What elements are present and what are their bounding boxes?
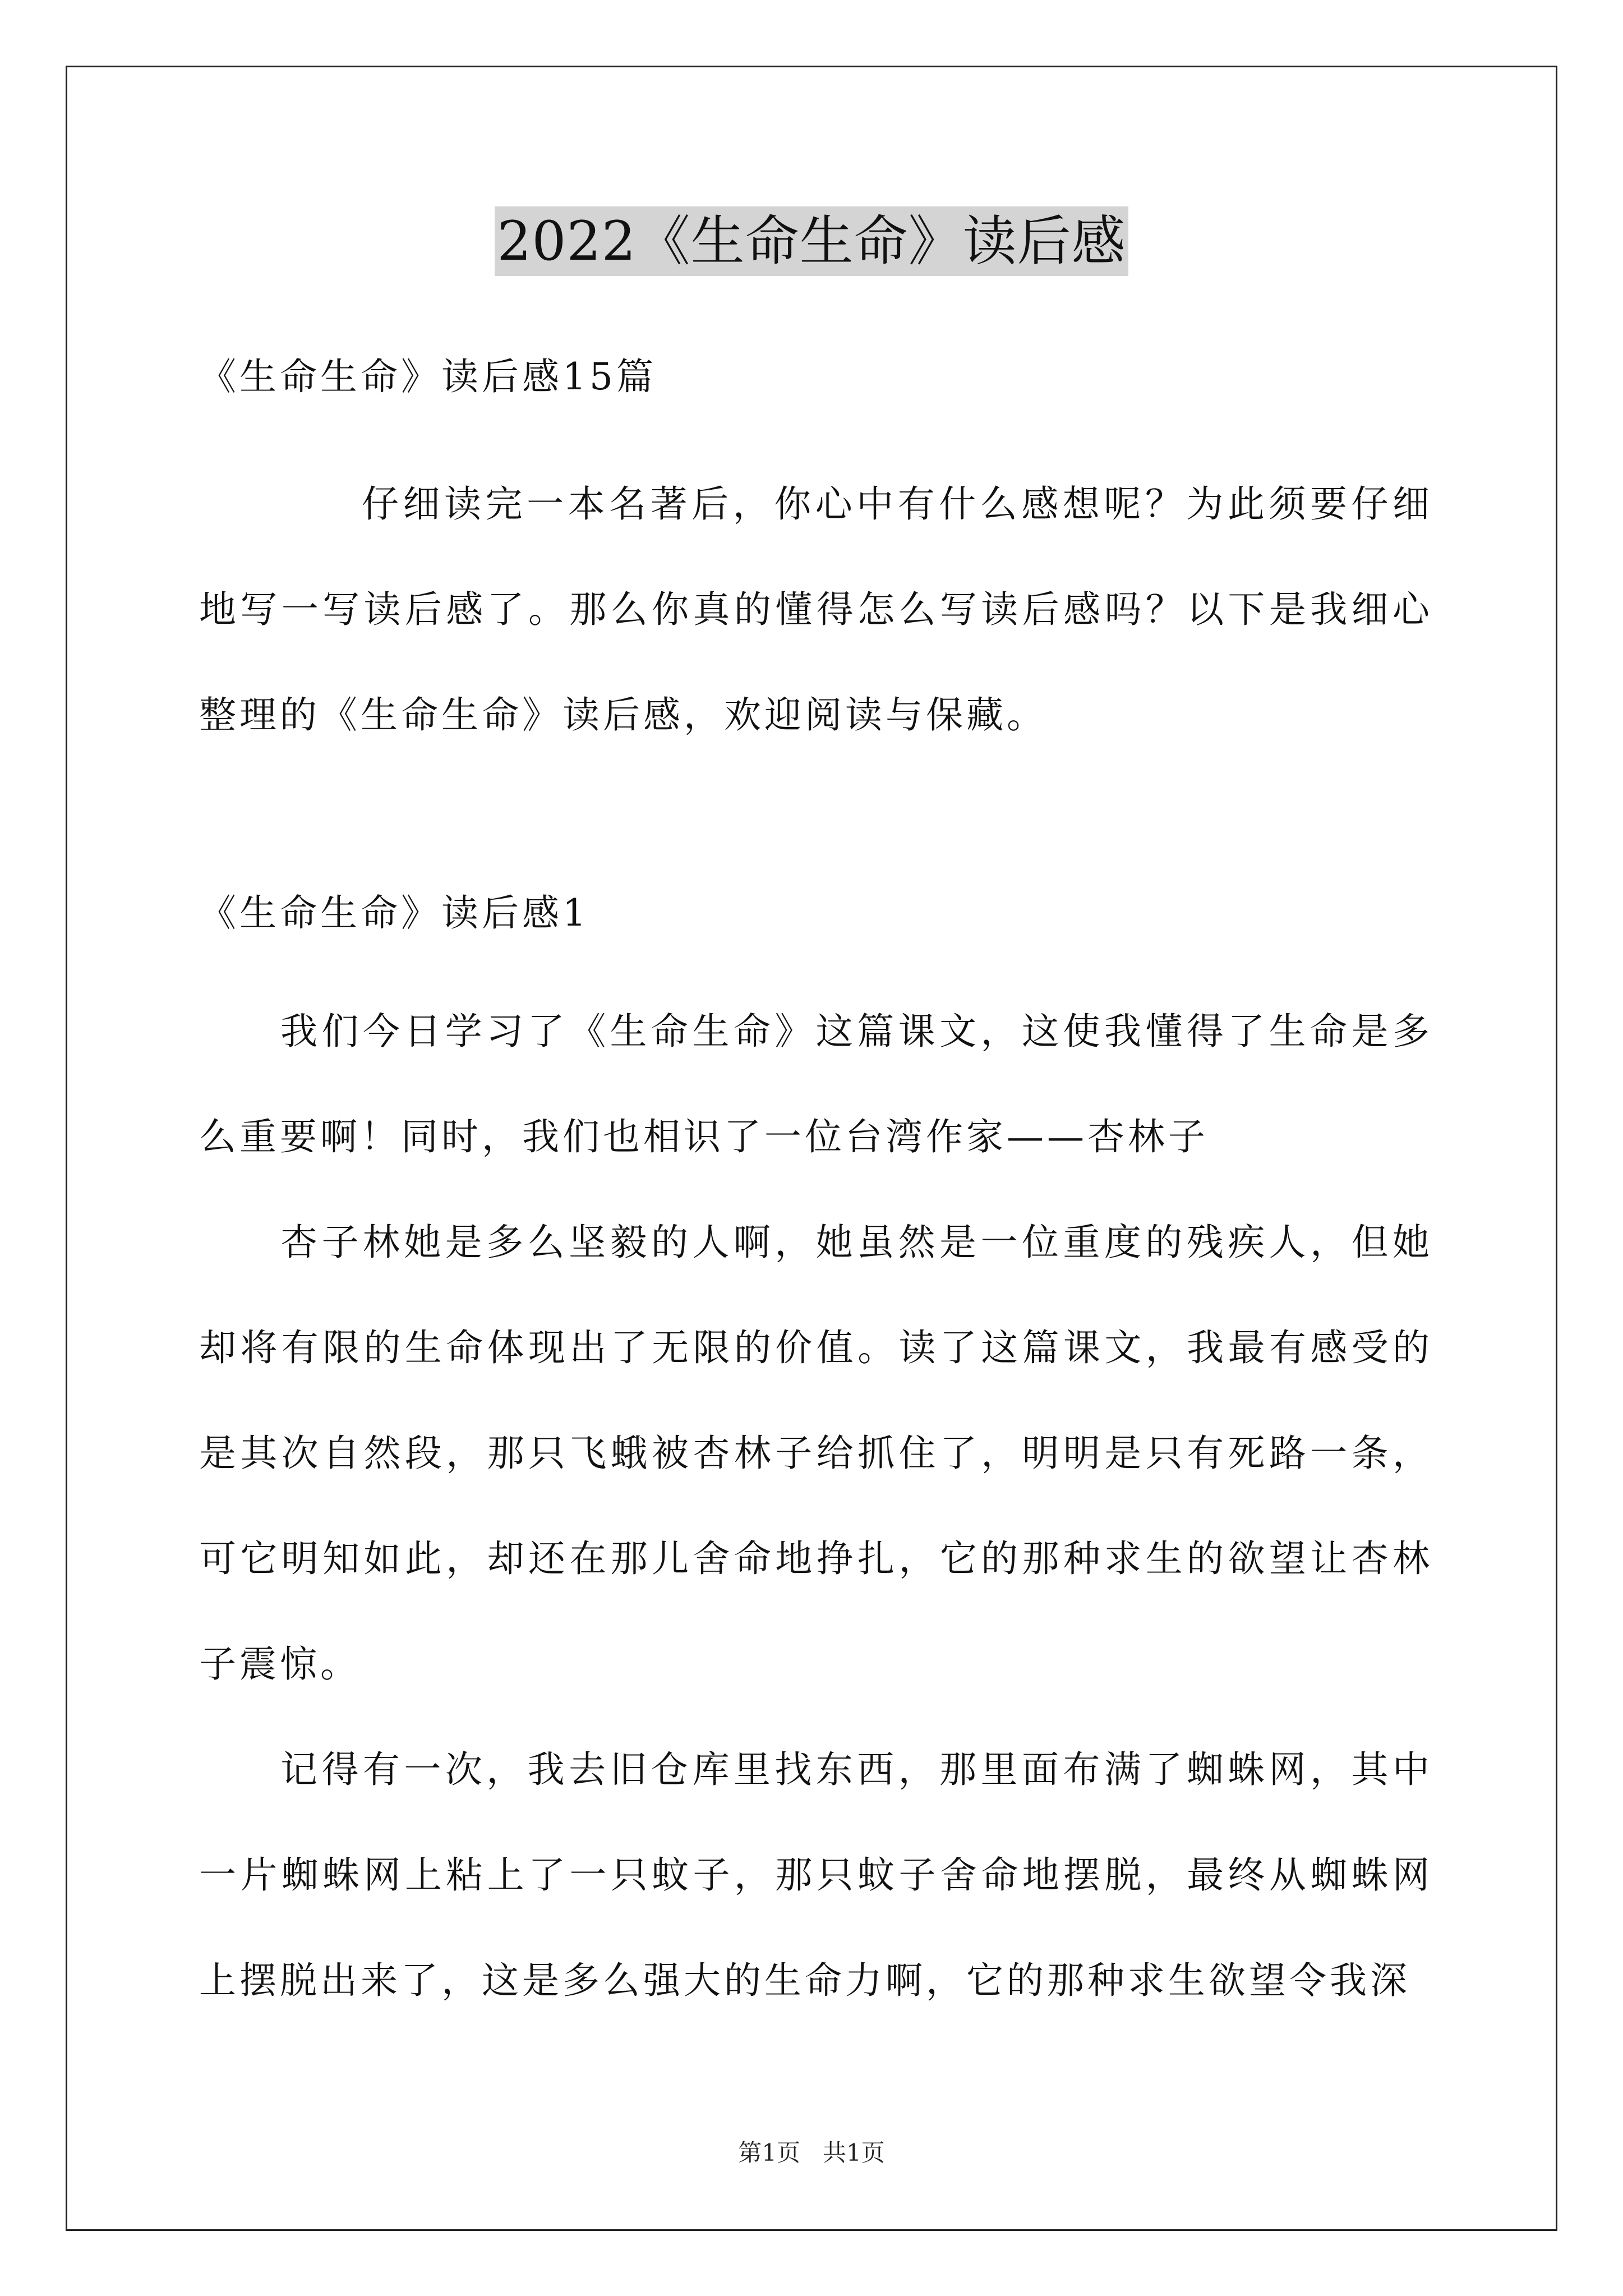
section-heading: 《生命生命》读后感1	[199, 891, 589, 935]
document-subtitle: 《生命生命》读后感15篇	[199, 355, 657, 398]
body-text	[199, 979, 1433, 2033]
page-number: 第1页	[738, 2139, 800, 2166]
paragraph-1: 我们今日学习了《生命生命》这篇课文，这使我懂得了生命是多么重要啊！同时，我们也相识了一位台湾作家——杏林子	[199, 1010, 1433, 1158]
title-wrapper	[0, 206, 1623, 276]
paragraph-2: 杏子林她是多么坚毅的人啊，她虽然是一位重度的残疾人，但她却将有限的生命体现出了无限的价值。读了这篇课文，我最有感受的是其次自然段，那只飞蛾被杏林子给抓住了，明明是只有死路一条，可它明知如此，却还在那儿舍命地挣扎，它的那种求生的欲望让杏林子震惊。	[199, 1221, 1433, 1686]
document-title: 2022《生命生命》读后感	[495, 206, 1128, 276]
page-footer	[0, 2136, 1623, 2170]
page-total: 共1页	[823, 2139, 885, 2166]
intro-paragraph: 仔细读完一本名著后，你心中有什么感想呢？为此须要仔细地写一写读后感了。那么你真的懂得怎么写读后感吗？以下是我细心整理的《生命生命》读后感，欢迎阅读与保藏。	[199, 482, 1433, 737]
paragraph-3: 记得有一次，我去旧仓库里找东西，那里面布满了蜘蛛网，其中一片蜘蛛网上粘上了一只蚊子，那只蚊子舍命地摆脱，最终从蜘蛛网上摆脱出来了，这是多么强大的生命力啊，它的那种求生欲望令我深	[199, 1748, 1433, 2002]
